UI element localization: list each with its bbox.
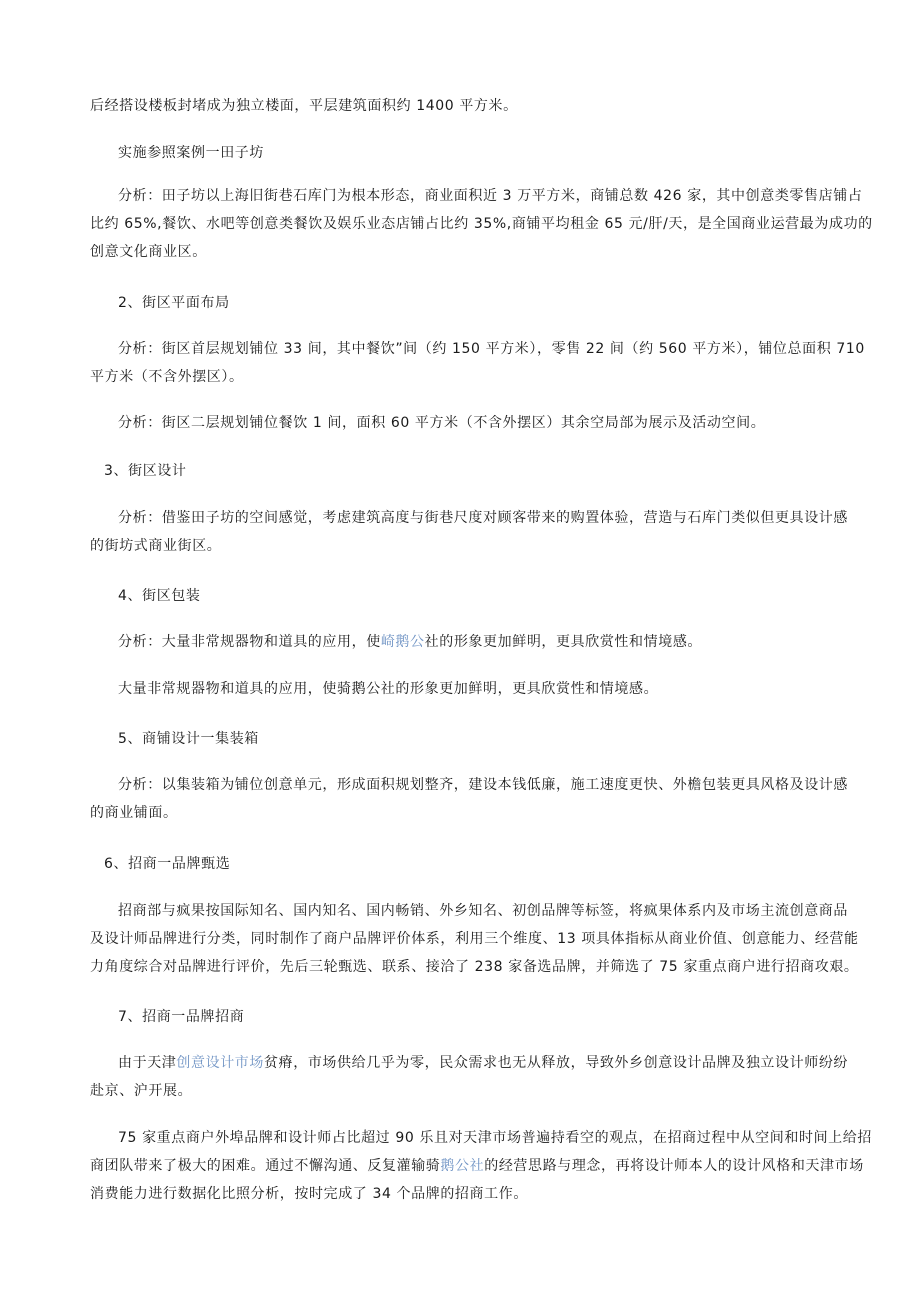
text-segment: 2、街区平面布局 [118,295,230,311]
text-segment: 力角度综合对品牌进行评价，先后三轮甄选、联系、接洽了 238 家备选品牌，并筛选了 75 家重点商户进行招商攻艰。 [90,959,859,975]
recruitment-para1-line-1 [118,1053,848,1073]
text-segment: 招商部与疯果按国际知名、国内知名、国内畅销、外乡知名、初创品牌等标签，将疯果体系内及市场主流创意商品 [118,903,848,919]
recruitment-para2-line-1 [118,1128,872,1148]
text-segment: 及设计师品牌进行分类，同时制作了商户品牌评价体系，利用三个维度、13 项具体指标从商业价值、创意能力、经营能 [90,931,859,947]
heading-brand-selection [104,854,230,874]
text-segment: 分析：大量非常规器物和道具的应用，使 [118,634,381,650]
text-segment: 6、招商一品牌甄选 [104,856,231,872]
text-segment: 的商业铺面。 [90,805,178,821]
heading-street-packaging [118,586,201,606]
text-segment: 分析：以集装箱为铺位创意单元，形成面积规划整齐，建设本钱低廉，施工速度更快、外檐包装更具风格及设计感 [118,777,848,793]
text-segment: 商团队带来了极大的困难。通过不懈沟通、反复灌输骑 [90,1158,441,1174]
heading-street-layout [118,293,230,313]
text-segment: 比约 65%,餐饮、水吧等创意类餐饮及娱乐业态店铺占比约 35%,商铺平均租金 65 元/肝/天，是全国商业运营最为成功的 [90,216,873,232]
analysis-packaging [118,632,702,652]
text-segment: 分析：借鉴田子坊的空间感觉，考虑建筑高度与街巷尺度对顾客带来的购置体验，营造与石库门类似但更具设计感 [118,510,848,526]
text-segment: 后经搭设楼板封堵成为独立楼面，平层建筑面积约 1400 平方米。 [90,98,518,114]
text-segment: 的经营思路与理念，再将设计师本人的设计风格和天津市场 [484,1158,864,1174]
heading-brand-recruitment [118,1007,244,1027]
analysis-first-floor-line-2 [90,367,244,387]
heading-container-design [118,729,259,749]
goose-commune-link[interactable]: 鹅公社 [440,1158,485,1174]
analysis-tianzifang-line-1 [118,186,862,206]
text-segment: 的街坊式商业街区。 [90,538,222,554]
text-segment: 7、招商一品牌招商 [118,1009,245,1025]
text-segment: 5、商铺设计一集装箱 [118,731,259,747]
text-segment: 分析：街区首层规划铺位 33 间，其中餐饮”间（约 150 平方米），零售 22 间（约 560 平方米），铺位总面积 710 [118,341,865,357]
text-segment: 赴京、沪开展。 [90,1083,193,1099]
recruitment-para2-line-3 [90,1184,528,1204]
text-segment: 分析：田子坊以上海旧街巷石库门为根本形态，商业面积近 3 万平方米，商铺总数 426 家，其中创意类零售店铺占 [118,188,863,204]
packaging-repeat [118,679,658,699]
text-segment: 由于天津 [118,1055,177,1071]
analysis-street-design-line-2 [90,536,221,556]
brand-selection-line-2 [90,929,859,949]
analysis-first-floor-line-1 [118,339,865,359]
analysis-container-line-2 [90,803,178,823]
analysis-tianzifang-line-3 [90,242,207,262]
recruitment-para2-line-2 [90,1156,864,1176]
text-segment: 75 家重点商户外埠品牌和设计师占比超过 90 乐且对天津市场普遍持看空的观点，在招商过程中从空间和时间上给招 [118,1130,872,1146]
paragraph-line-1 [90,96,518,116]
creative-design-market-link[interactable]: 创意设计市场 [176,1055,265,1071]
analysis-second-floor [118,413,765,433]
analysis-container-line-1 [118,775,848,795]
text-segment: 消费能力进行数据化比照分析，按时完成了 34 个品牌的招商工作。 [90,1186,528,1202]
recruitment-para1-line-2 [90,1081,192,1101]
text-segment: 实施参照案例一田子坊 [118,145,264,161]
text-segment: 创意文化商业区。 [90,244,207,260]
commune-link[interactable]: 崎鹅公 [380,634,425,650]
heading-street-design [104,461,187,481]
text-segment: 贫瘠，市场供给几乎为零，民众需求也无从释放，导致外乡创意设计品牌及独立设计师纷纷 [264,1055,849,1071]
analysis-tianzifang-line-2 [90,214,873,234]
text-segment: 分析：街区二层规划铺位餐饮 1 间，面积 60 平方米（不含外摆区）其余空局部为展示及活动空间。 [118,415,766,431]
text-segment: 大量非常规器物和道具的应用，使骑鹅公社的形象更加鲜明，更具欣赏性和情境感。 [118,681,659,697]
text-segment: 社的形象更加鲜明，更具欣赏性和情境感。 [424,634,703,650]
analysis-street-design-line-1 [118,508,848,528]
brand-selection-line-1 [118,901,848,921]
brand-selection-line-3 [90,957,859,977]
text-segment: 4、街区包装 [118,588,201,604]
text-segment: 3、街区设计 [104,463,187,479]
text-segment: 平方米（不含外摆区）。 [90,369,244,385]
heading-reference-case [118,143,264,163]
